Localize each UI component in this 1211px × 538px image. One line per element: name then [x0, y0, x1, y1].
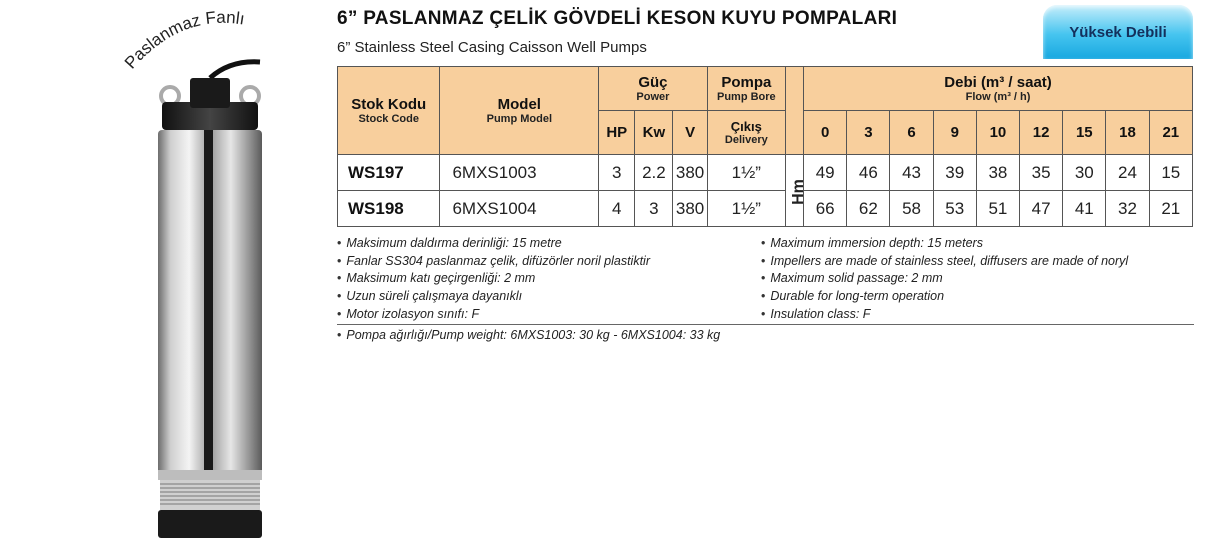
- note-item: • Impellers are made of stainless steel, diffusers are made of noryl: [761, 253, 1128, 271]
- volt-header: V: [673, 111, 707, 155]
- pump-weight-note: • Pompa ağırlığı/Pump weight: 6MXS1003: 30 kg - 6MXS1004: 33 kg: [337, 328, 720, 342]
- head-value-cell: 47: [1020, 191, 1063, 227]
- note-item: • Fanlar SS304 paslanmaz çelik, difüzörler noril plastiktir: [337, 253, 650, 271]
- delivery-header-tr: Çıkış: [730, 118, 762, 134]
- kw-cell: 2.2: [635, 155, 673, 191]
- power-header-en: Power: [636, 90, 670, 103]
- arc-label-text: Paslanmaz Fanlı: [120, 7, 246, 73]
- head-value-cell: 51: [976, 191, 1019, 227]
- header-spacer: [786, 67, 804, 155]
- delivery-cell: 1½”: [707, 155, 785, 191]
- page-title: 6” PASLANMAZ ÇELİK GÖVDELİ KESON KUYU POMPALARI: [337, 8, 898, 29]
- flow-header: [804, 67, 1193, 111]
- head-value-cell: 46: [847, 155, 890, 191]
- pump-illustration: [100, 0, 320, 538]
- volt-cell: 380: [673, 191, 707, 227]
- head-value-cell: 53: [933, 191, 976, 227]
- kw-header: Kw: [635, 111, 673, 155]
- head-unit-cell: [786, 155, 807, 227]
- stock-code-header-tr: Stok Kodu: [351, 95, 427, 113]
- model-cell: 6MXS1004: [440, 191, 599, 227]
- model-header-tr: Model: [497, 95, 541, 113]
- delivery-header: [707, 111, 785, 155]
- power-header-tr: Güç: [638, 73, 668, 91]
- notes-divider: [337, 324, 1194, 325]
- delivery-header-en: Delivery: [724, 133, 768, 146]
- stock-code-header-en: Stock Code: [358, 112, 419, 125]
- flow-point-header: 18: [1106, 111, 1149, 155]
- model-cell: 6MXS1003: [440, 155, 599, 191]
- head-value-cell: 39: [933, 155, 976, 191]
- table-row: [338, 191, 1193, 227]
- note-item: • Maximum immersion depth: 15 meters: [761, 235, 1128, 253]
- pump-bore-header-en: Pump Bore: [716, 90, 776, 103]
- flow-point-header: 15: [1063, 111, 1106, 155]
- volt-cell: 380: [673, 155, 707, 191]
- high-flow-badge: Yüksek Debili: [1043, 5, 1193, 59]
- pump-bore-header-tr: Pompa: [721, 73, 772, 91]
- model-header: [440, 67, 599, 155]
- flow-point-header: 0: [804, 111, 847, 155]
- hp-cell: 4: [599, 191, 635, 227]
- model-header-en: Pump Model: [486, 112, 552, 125]
- head-value-cell: 38: [976, 155, 1019, 191]
- note-item: • Insulation class: F: [761, 306, 1128, 324]
- head-value-cell: 41: [1063, 191, 1106, 227]
- kw-cell: 3: [635, 191, 673, 227]
- power-header: [599, 67, 708, 111]
- flow-point-header: 21: [1149, 111, 1192, 155]
- head-value-cell: 43: [890, 155, 933, 191]
- head-value-cell: 66: [804, 191, 847, 227]
- head-value-cell: 30: [1063, 155, 1106, 191]
- hp-header: HP: [599, 111, 635, 155]
- pump-image: [100, 0, 320, 538]
- spec-table: [337, 66, 1193, 227]
- flow-point-header: 10: [976, 111, 1019, 155]
- note-item: • Maksimum katı geçirgenliği: 2 mm: [337, 270, 650, 288]
- flow-header-en: Flow (m³ / h): [965, 90, 1031, 103]
- flow-point-header: 9: [933, 111, 976, 155]
- head-value-cell: 21: [1149, 191, 1192, 227]
- stock-code-header: [338, 67, 440, 155]
- head-unit-label: Hm: [789, 178, 807, 205]
- table-row: [338, 155, 1193, 191]
- flow-point-header: 12: [1020, 111, 1063, 155]
- notes-list-english: [761, 235, 1128, 323]
- hp-cell: 3: [599, 155, 635, 191]
- note-item: • Durable for long-term operation: [761, 288, 1128, 306]
- head-value-cell: 15: [1149, 155, 1192, 191]
- flow-point-header: 6: [890, 111, 933, 155]
- stock-code-cell: WS197: [338, 155, 440, 191]
- page-subtitle: 6” Stainless Steel Casing Caisson Well Pumps: [337, 39, 647, 56]
- pump-bore-header: [707, 67, 785, 111]
- note-item: • Motor izolasyon sınıfı: F: [337, 306, 650, 324]
- flow-header-tr: Debi (m³ / saat): [944, 73, 1052, 91]
- head-value-cell: 32: [1106, 191, 1149, 227]
- delivery-cell: 1½”: [707, 191, 785, 227]
- note-item: • Maximum solid passage: 2 mm: [761, 270, 1128, 288]
- flow-point-header: 3: [847, 111, 890, 155]
- head-value-cell: 49: [804, 155, 847, 191]
- note-item: • Maksimum daldırma derinliği: 15 metre: [337, 235, 650, 253]
- head-value-cell: 62: [847, 191, 890, 227]
- stock-code-cell: WS198: [338, 191, 440, 227]
- notes-list-turkish: [337, 235, 650, 323]
- head-value-cell: 35: [1020, 155, 1063, 191]
- head-value-cell: 58: [890, 191, 933, 227]
- note-item: • Uzun süreli çalışmaya dayanıklı: [337, 288, 650, 306]
- head-value-cell: 24: [1106, 155, 1149, 191]
